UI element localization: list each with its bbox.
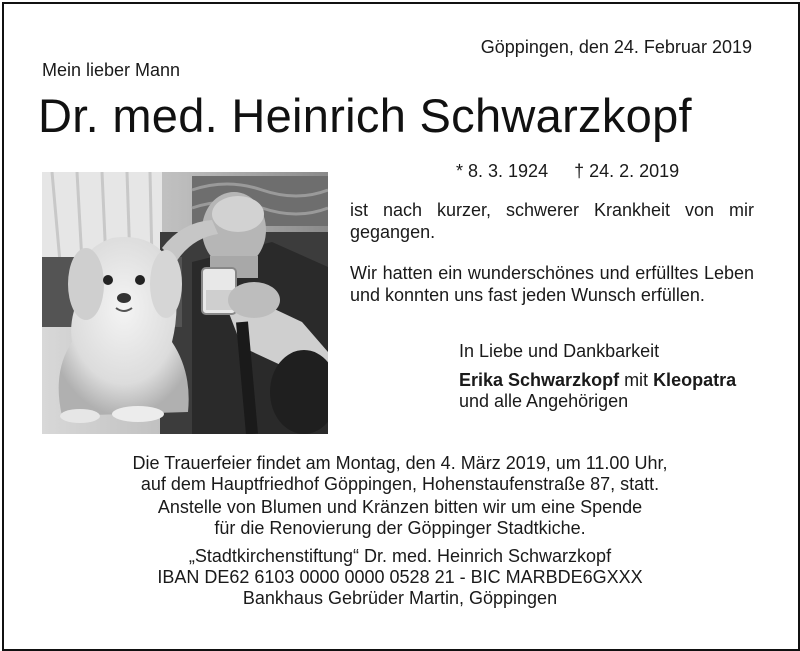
other-relatives: und alle Angehörigen	[459, 391, 629, 411]
bank-info	[0, 546, 800, 609]
death-date: † 24. 2. 2019	[574, 161, 680, 181]
deceased-name: Dr. med. Heinrich Schwarzkopf	[38, 89, 692, 142]
birth-date: * 8. 3. 1924	[456, 161, 549, 181]
signer-connector: mit	[619, 370, 654, 390]
bank-line-1: „Stadtkirchenstiftung“ Dr. med. Heinrich Schwarzkopf	[188, 546, 612, 566]
bank-line-3: Bankhaus Gebrüder Martin, Göppingen	[242, 588, 558, 608]
signer-name: Erika Schwarzkopf	[459, 370, 620, 390]
closing-phrase: In Liebe und Dankbarkeit	[459, 341, 660, 361]
donation-line-2: für die Renovierung der Göppinger Stadtkiche.	[214, 518, 586, 538]
paragraph-passing: ist nach kurzer, schwerer Krankheit von mir gegangen.	[350, 200, 754, 242]
portrait-photo	[42, 172, 328, 434]
signers	[459, 370, 736, 391]
salutation: Mein lieber Mann	[42, 60, 181, 80]
bank-line-2: IBAN DE62 6103 0000 0000 0528 21 - BIC MARBDE6GXXX	[157, 567, 643, 587]
funeral-info	[0, 453, 800, 495]
funeral-line-1: Die Trauerfeier findet am Montag, den 4. März 2019, um 11.00 Uhr,	[132, 453, 668, 473]
donation-line-1: Anstelle von Blumen und Kränzen bitten wir um eine Spende	[157, 497, 643, 517]
signer-pet: Kleopatra	[653, 370, 737, 390]
paragraph-life: Wir hatten ein wunderschönes und erfülltes Leben und konnten uns fast jeden Wunsch erfüllen.	[350, 263, 754, 305]
life-dates	[456, 161, 679, 182]
donation-info	[0, 497, 800, 539]
funeral-line-2: auf dem Hauptfriedhof Göppingen, Hohenstaufenstraße 87, statt.	[140, 474, 660, 494]
place-date: Göppingen, den 24. Februar 2019	[480, 37, 752, 57]
